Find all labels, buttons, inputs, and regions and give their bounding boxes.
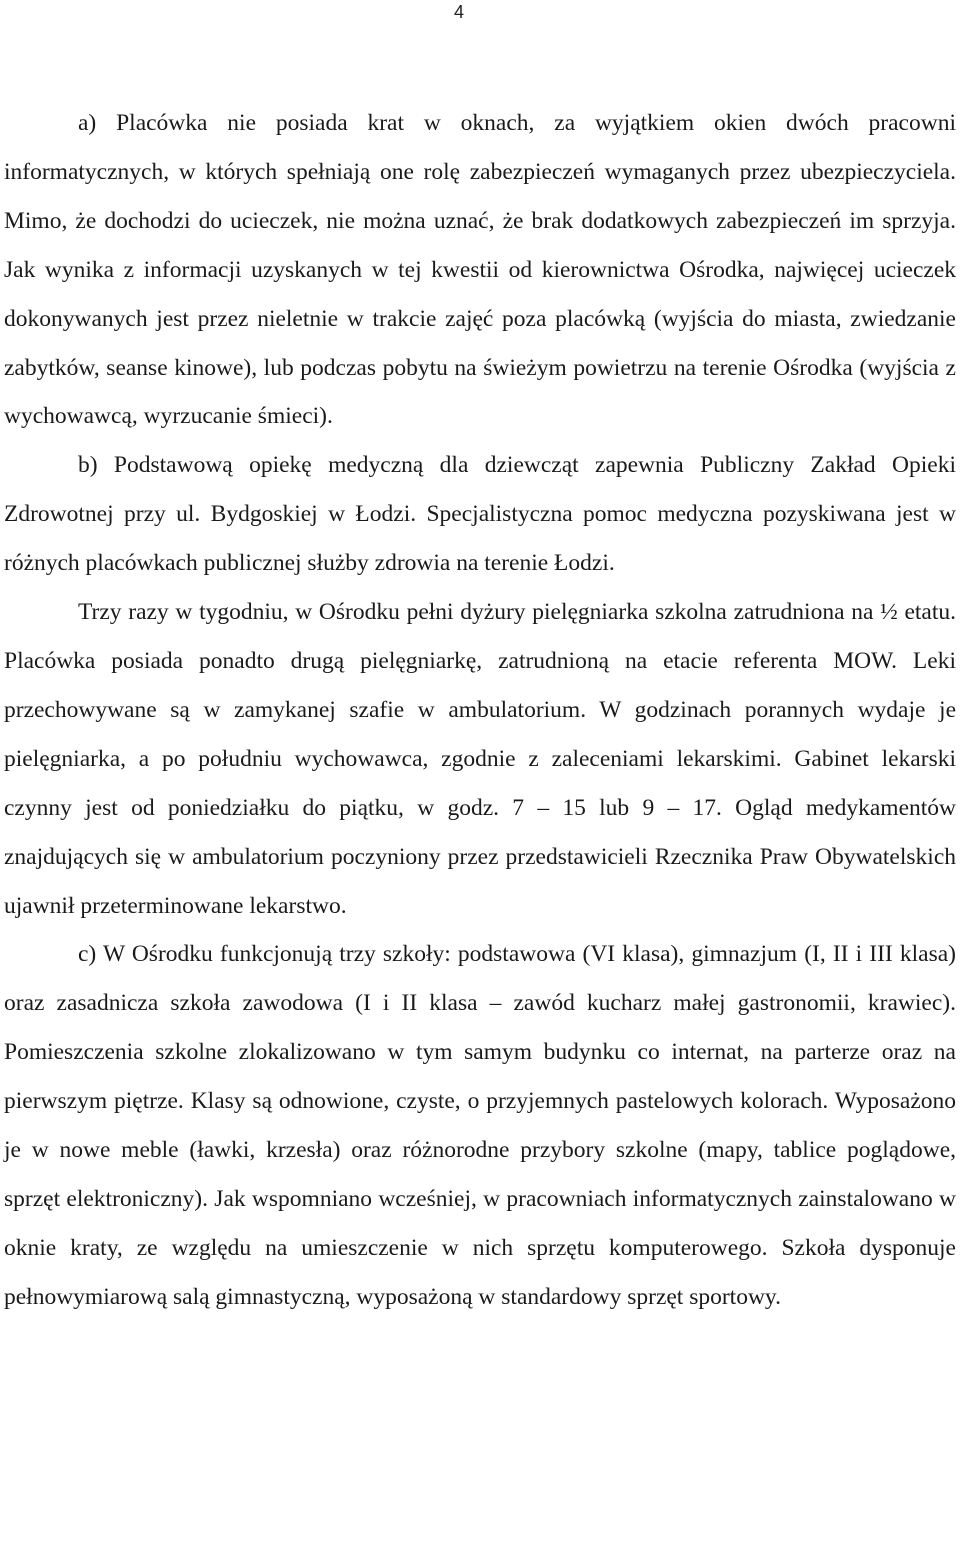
document-body [4, 99, 956, 1322]
paragraph-c: c) W Ośrodku funkcjonują trzy szkoły: podstawowa (VI klasa), gimnazjum (I, II i III klasa) oraz zasadnicza szkoła zawodowa (I i II klasa – zawód kucharz małej gastronomii, krawiec). Pomieszczenia szkolne zlokalizowano w tym samym budynku co internat, na parterze oraz na pierwszym piętrze. Klasy są odnowione, czyste, o przyjemnych pastelowych kolorach. Wyposażono je w nowe meble (ławki, krzesła) oraz różnorodne przybory szkolne (mapy, tablice poglądowe, sprzęt elektroniczny). Jak wspomniano wcześniej, w pracowniach informatycznych zainstalowano w oknie kraty, ze względu na umieszczenie w nich sprzętu komputerowego. Szkoła dysponuje pełnowymiarową salą gimnastyczną, wyposażoną w standardowy sprzęt sportowy. [4, 941, 956, 1310]
paragraph-b: b) Podstawową opiekę medyczną dla dziewcząt zapewnia Publiczny Zakład Opieki Zdrowotnej przy ul. Bydgoskiej w Łodzi. Specjalistyczna pomoc medyczna pozyskiwana jest w różnych placówkach publicznej służby zdrowia na terenie Łodzi. [4, 452, 956, 577]
paragraph-b-continued: Trzy razy w tygodniu, w Ośrodku pełni dyżury pielęgniarka szkolna zatrudniona na ½ etatu. Placówka posiada ponadto drugą pielęgniarkę, zatrudnioną na etacie referenta MOW. Leki przechowywane są w zamykanej szafie w ambulatorium. W godzinach porannych wydaje je pielęgniarka, a po południu wychowawca, zgodnie z zaleceniami lekarskimi. Gabinet lekarski czynny jest od poniedziałku do piątku, w godz. 7 – 15 lub 9 – 17. Ogląd medykamentów znajdujących się w ambulatorium poczyniony przez przedstawicieli Rzecznika Praw Obywatelskich ujawnił przeterminowane lekarstwo. [4, 599, 956, 919]
page-number: 4 [454, 2, 465, 22]
paragraph-a: a) Placówka nie posiada krat w oknach, za wyjątkiem okien dwóch pracowni informatycznych, w których spełniają one rolę zabezpieczeń wymaganych przez ubezpieczyciela. Mimo, że dochodzi do ucieczek, nie można uznać, że brak dodatkowych zabezpieczeń im sprzyja. Jak wynika z informacji uzyskanych w tej kwestii od kierownictwa Ośrodka, najwięcej ucieczek dokonywanych jest przez nieletnie w trakcie zajęć poza placówką (wyjścia do miasta, zwiedzanie zabytków, seanse kinowe), lub podczas pobytu na świeżym powietrzu na terenie Ośrodka (wyjścia z wychowawcą, wyrzucanie śmieci). [4, 110, 956, 430]
